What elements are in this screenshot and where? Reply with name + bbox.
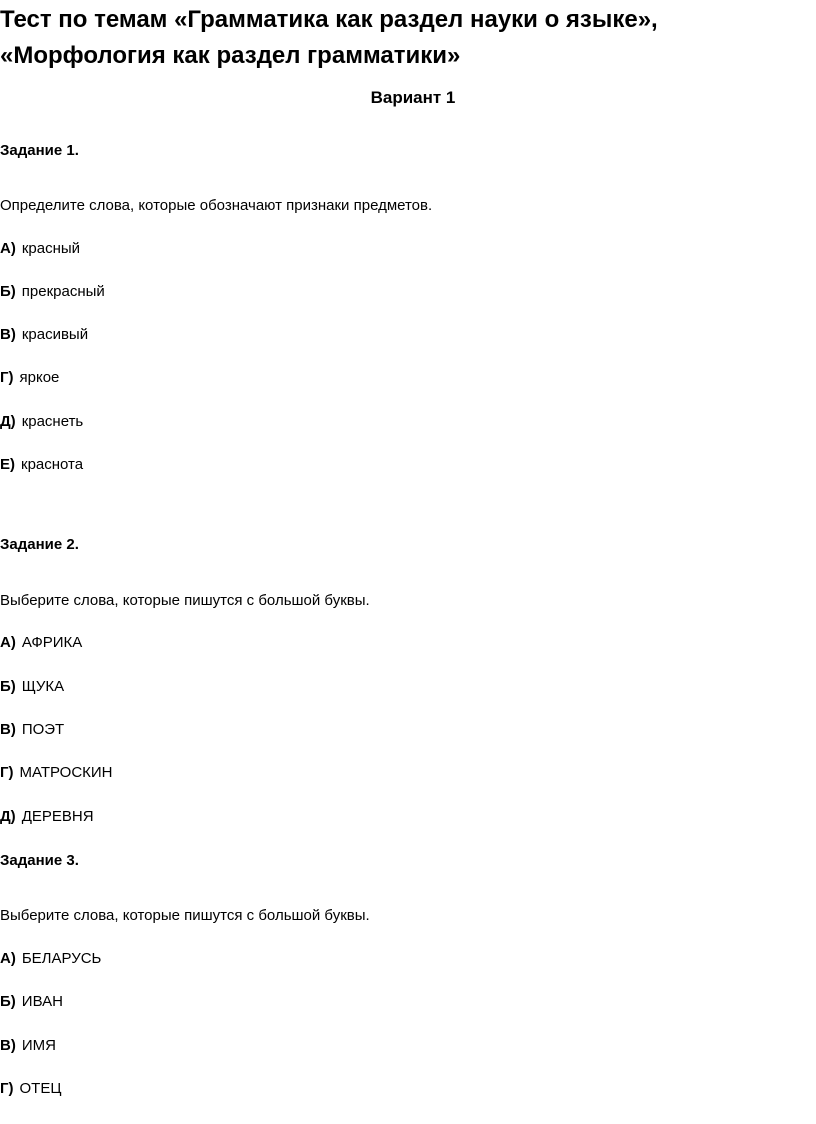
option-letter: А)	[0, 634, 16, 651]
task-1-option-g	[0, 368, 59, 388]
task-2-option-g	[0, 763, 113, 783]
task-2-option-b	[0, 677, 64, 697]
option-letter: Д)	[0, 808, 16, 825]
option-text: АФРИКА	[21, 634, 83, 651]
option-letter: Д)	[0, 413, 16, 430]
task-3-option-a	[0, 949, 101, 969]
task-3-option-v	[0, 1036, 56, 1056]
task-3-question: Выберите слова, которые пишутся с большой буквы.	[0, 907, 370, 924]
option-letter: В)	[0, 326, 16, 343]
option-letter: В)	[0, 721, 16, 738]
option-letter: Б)	[0, 993, 16, 1010]
option-text: краснеть	[21, 413, 84, 430]
title-line-1: Тест по темам «Грамматика как раздел науки о языке»,	[0, 6, 658, 33]
option-text: ДЕРЕВНЯ	[21, 808, 94, 825]
task-1-option-b	[0, 282, 105, 302]
option-text: МАТРОСКИН	[19, 764, 113, 781]
title-line-2: «Морфология как раздел грамматики»	[0, 42, 461, 69]
option-text: ПОЭТ	[21, 721, 65, 738]
variant-heading: Вариант 1	[370, 88, 456, 107]
option-text: ИМЯ	[21, 1037, 56, 1054]
option-letter: Г)	[0, 764, 14, 781]
task-2-option-v	[0, 720, 64, 740]
task-1-option-d	[0, 412, 83, 432]
option-text: ОТЕЦ	[19, 1080, 62, 1097]
task-1-title: Задание 1.	[0, 142, 79, 159]
task-2-option-d	[0, 807, 94, 827]
option-letter: Б)	[0, 678, 16, 695]
task-3-option-b	[0, 992, 63, 1012]
document-title	[0, 2, 800, 74]
task-1-option-v	[0, 325, 88, 345]
task-3-title: Задание 3.	[0, 852, 79, 869]
task-2-question: Выберите слова, которые пишутся с большой буквы.	[0, 592, 370, 609]
option-letter: Г)	[0, 1080, 14, 1097]
option-text: краснота	[21, 456, 84, 473]
option-text: ЩУКА	[21, 678, 65, 695]
option-letter: В)	[0, 1037, 16, 1054]
option-text: яркое	[19, 369, 60, 386]
task-2-option-a	[0, 633, 82, 653]
task-1-option-e	[0, 455, 83, 475]
task-1-question: Определите слова, которые обозначают признаки предметов.	[0, 197, 433, 214]
option-letter: А)	[0, 950, 16, 967]
option-text: ИВАН	[21, 993, 63, 1010]
option-letter: Г)	[0, 369, 14, 386]
option-text: БЕЛАРУСЬ	[21, 950, 102, 967]
task-2-title: Задание 2.	[0, 536, 79, 553]
task-1-option-a	[0, 239, 80, 259]
option-letter: А)	[0, 240, 16, 257]
option-text: красивый	[21, 326, 89, 343]
option-text: красный	[21, 240, 81, 257]
task-3-option-g	[0, 1079, 61, 1099]
option-text: прекрасный	[21, 283, 105, 300]
option-letter: Е)	[0, 456, 15, 473]
option-letter: Б)	[0, 283, 16, 300]
